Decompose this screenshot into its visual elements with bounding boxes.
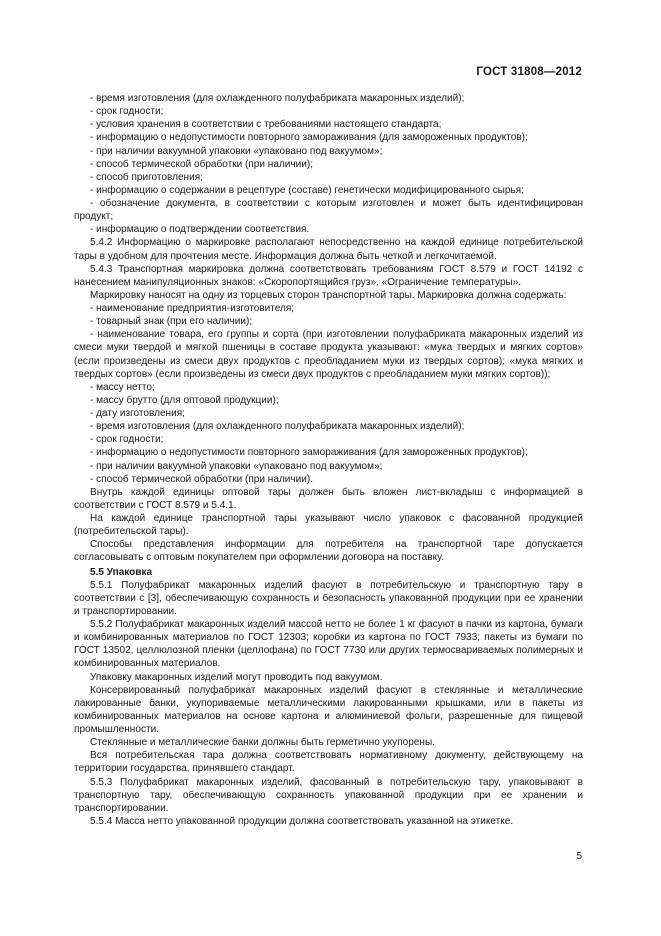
list-item: - информацию о содержании в рецептуре (составе) генетически модифицированного сырья; (90, 184, 524, 196)
list-item: - массу брутто (для оптовой продукции); (90, 394, 279, 406)
paragraph-marking: Маркировку наносят на одну из торцевых сторон транспортной тары. Маркировка должна содержать: (90, 289, 567, 301)
paragraph-5-4-3: 5.4.3 Транспортная маркировка должна соответствовать требованиям ГОСТ 8.579 и ГОСТ 14192 с нанесением манипуляционных знаков: «Скоропортящийся груз», «Ограничение температуры». (74, 263, 583, 288)
list-item: - наименование товара, его группы и сорта (при изготовлении полуфабриката макаронных изделий из смеси муки твердой и мягкой пшеницы в составе продукта указывают: «мука твердых и мягких сортов» (если произведены из смеси двух продуктов с преобладанием муки из твердых сортов); «мука мягких и твердых сортов» (если произведены из смеси двух продуктов с преобладанием муки мягких сортов)); (74, 329, 583, 380)
list-item: - условия хранения в соответствии с требованиями настоящего стандарта; (90, 119, 442, 131)
paragraph-5-5-1: 5.5.1 Полуфабрикат макаронных изделий фасуют в потребительскую и транспортную тару в соответствии с [3], обеспечивающую сохранность и безопасность упакованной продукции при ее хранении и транспортировании. (74, 579, 583, 617)
list-item: - дату изготовления; (90, 408, 185, 419)
paragraph-methods: Способы представления информации для потребителя на транспортной таре допускается согласовывать с оптовым покупателем при оформлении договора на поставку. (74, 539, 583, 564)
list-item: - время изготовления (для охлажденного полуфабриката макаронных изделий); (90, 421, 465, 433)
list-item: - наименование предприятия-изготовителя; (90, 303, 295, 314)
list-item: - при наличии вакуумной упаковки «упаковано под вакуумом»; (90, 460, 383, 472)
list-item: - способ приготовления; (90, 171, 203, 183)
paragraph-5-5-3: 5.5.3 Полуфабрикат макаронных изделий, фасованный в потребительскую тару, упаковывают в транспортную тару, обеспечивающую сохранность упакованной продукции при ее хранении и транспортировании. (74, 776, 583, 814)
paragraph-5-5-4: 5.5.4 Масса нетто упакованной продукции должна соответствовать указанной на этикетке. (90, 815, 514, 827)
list-item: - способ термической обработки (при наличии); (90, 158, 314, 170)
list-item: - обозначение документа, в соответствии с которым изготовлен и может быть идентифицирован продукт; (74, 198, 583, 223)
paragraph-5-5-2: 5.5.2 Полуфабрикат макаронных изделий массой нетто не более 1 кг фасуют в пачки из картона, бумаги и комбинированных материалов по ГОСТ 12303; коробки из картона по ГОСТ 7933; пакеты из бумаги по ГОСТ 13502, целлюлозной пленки (целлофана) по ГОСТ 7730 или других термосвариваемых полимерных и комбинированных материалов. (74, 619, 583, 670)
section-heading-5-5: 5.5 Упаковка (90, 566, 153, 578)
paragraph-canned: Консервированный полуфабрикат макаронных изделий фасуют в стеклянные и металлические лакированные банки, укупориваемые металлическими лакированными крышками, или в пакеты из комбинированных материалов на основе картона и алюминиевой фольги, разрешенные для пищевой промышленности. (74, 684, 583, 735)
paragraph-vacuum: Упаковку макаронных изделий могут проводить под вакуумом. (90, 671, 383, 683)
list-item: - время изготовления (для охлажденного полуфабриката макаронных изделий); (90, 93, 465, 104)
document-header: ГОСТ 31808—2012 (476, 66, 582, 78)
page-number: 5 (576, 851, 582, 862)
paragraph-insert: Внутрь каждой единицы оптовой тары должен быть вложен лист-вкладыш с информацией в соответствии с ГОСТ 8.579 и 5.4.1. (74, 486, 583, 511)
list-item: - срок годности; (90, 106, 164, 118)
list-item: - информацию о недопустимости повторного замораживания (для замороженных продуктов); (90, 132, 528, 144)
paragraph-consumer-tare: Вся потребительская тара должна соответствовать нормативному документу, действующему на территории государства, принявшего стандарт. (74, 750, 583, 775)
paragraph-sealed: Стеклянные и металлические банки должны быть герметично укупорены. (90, 737, 435, 749)
list-item: - при наличии вакуумной упаковки «упаковано под вакуумом»; (90, 145, 383, 157)
paragraph-units: На каждой единице транспортной тары указывают число упаковок с фасованной продукцией (потребительской тары). (74, 513, 583, 538)
document-body (74, 92, 583, 828)
list-item: - информацию о недопустимости повторного замораживания (для замороженных продуктов); (90, 447, 528, 459)
list-item: - товарный знак (при его наличии); (90, 316, 253, 328)
list-item: - способ термической обработки (при наличии). (90, 473, 314, 485)
list-item: - массу нетто; (90, 381, 155, 393)
list-item: - срок годности; (90, 434, 164, 446)
paragraph-5-4-2: 5.4.2 Информацию о маркировке располагают непосредственно на каждой единице потребительской тары в удобном для прочтения месте. Информация должна быть четкой и легкочитаемой. (74, 237, 583, 262)
list-item: - информацию о подтверждении соответствия. (90, 224, 310, 236)
